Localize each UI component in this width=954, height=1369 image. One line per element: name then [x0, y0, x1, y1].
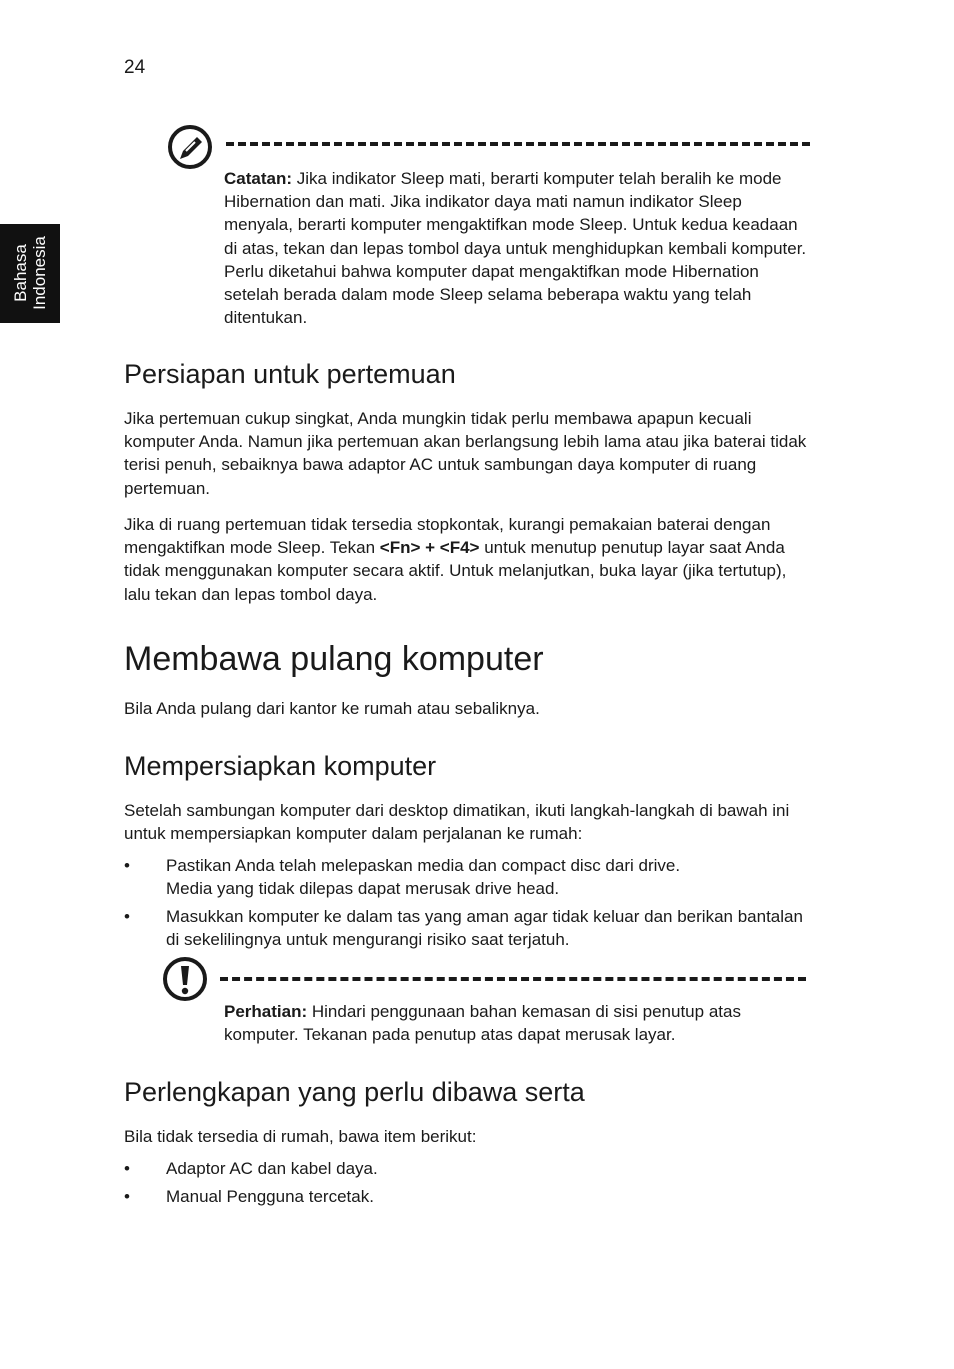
warning-divider: [220, 977, 806, 981]
bullet-symbol: •: [124, 907, 130, 926]
warning-exclamation-icon: [162, 956, 208, 1002]
paragraph-text: untuk menutup penutup layar saat Anda tidak menggunakan komputer secara aktif. Untuk melanjutkan, buka layar (jika tertutup), lalu tekan dan lepas tombol daya.: [124, 538, 787, 604]
chapter-heading: Membawa pulang komputer: [124, 640, 544, 678]
list-item-text: Adaptor AC dan kabel daya.: [166, 1159, 378, 1178]
bullet-symbol: •: [124, 1187, 130, 1206]
bullet-symbol: •: [124, 1159, 130, 1178]
note-divider: [226, 142, 810, 146]
list-item-text: Pastikan Anda telah melepaskan media dan compact disc dari drive.: [166, 856, 681, 875]
section-heading-equipment: Perlengkapan yang perlu dibawa serta: [124, 1077, 585, 1107]
paragraph-meeting-1: Jika pertemuan cukup singkat, Anda mungkin tidak perlu membawa apapun kecuali komputer Anda. Namun jika pertemuan akan berlangsung lebih lama atau jika baterai tidak terisi penuh, sebaiknya bawa adaptor AC untuk sambungan daya komputer di ruang pertemuan.: [124, 409, 807, 498]
paragraph-text: Jika di ruang pertemuan tidak tersedia stopkontak, kurangi pemakaian baterai dengan mengaktifkan mode Sleep. Tekan: [124, 515, 771, 558]
note-pen-icon: [167, 124, 213, 170]
bullet-symbol: •: [124, 856, 130, 875]
language-side-tab: [0, 224, 60, 323]
note-catatan: [224, 167, 814, 329]
language-tab-label: [11, 236, 49, 310]
list-item-text: Manual Pengguna tercetak.: [166, 1187, 374, 1206]
paragraph-meeting-2: [124, 513, 814, 606]
language-tab-line1: Bahasa: [11, 244, 30, 302]
language-tab-line2: Indonesia: [30, 236, 49, 310]
page-number: 24: [124, 57, 146, 78]
note-label: Catatan:: [224, 169, 293, 188]
note-perhatian: [224, 1000, 814, 1046]
key-combo: <Fn> + <F4>: [379, 538, 480, 558]
paragraph-equipment: Bila tidak tersedia di rumah, bawa item berikut:: [124, 1127, 477, 1146]
section-heading-meeting: Persiapan untuk pertemuan: [124, 359, 456, 389]
section-heading-prepare: Mempersiapkan komputer: [124, 751, 437, 781]
list-item-text: Masukkan komputer ke dalam tas yang aman agar tidak keluar dan berikan bantalan di sekelilingnya untuk mengurangi risiko saat terjatuh.: [166, 907, 803, 950]
paragraph-prepare: Setelah sambungan komputer dari desktop dimatikan, ikuti langkah-langkah di bawah ini untuk mempersiapkan komputer dalam perjalanan ke rumah:: [124, 801, 790, 844]
note-body: Jika indikator Sleep mati, berarti komputer telah beralih ke mode Hibernation dan mati. Jika indikator daya mati namun indikator Sleep menyala, berarti komputer mengaktifkan mode Sleep. Untuk kedua keadaan di atas, tekan dan lepas tombol daya untuk menghidupkan kembali komputer. Perlu diketahui bahwa komputer dapat mengaktifkan mode Hibernation setelah berada dalam mode Sleep selama beberapa waktu yang telah ditentukan.: [224, 169, 807, 328]
warning-label: Perhatian:: [224, 1002, 308, 1021]
warning-body: Hindari penggunaan bahan kemasan di sisi penutup atas komputer. Tekanan pada penutup atas dapat merusak layar.: [224, 1002, 741, 1045]
list-item-text: Media yang tidak dilepas dapat merusak drive head.: [166, 879, 560, 899]
chapter-intro: Bila Anda pulang dari kantor ke rumah atau sebaliknya.: [124, 699, 540, 718]
